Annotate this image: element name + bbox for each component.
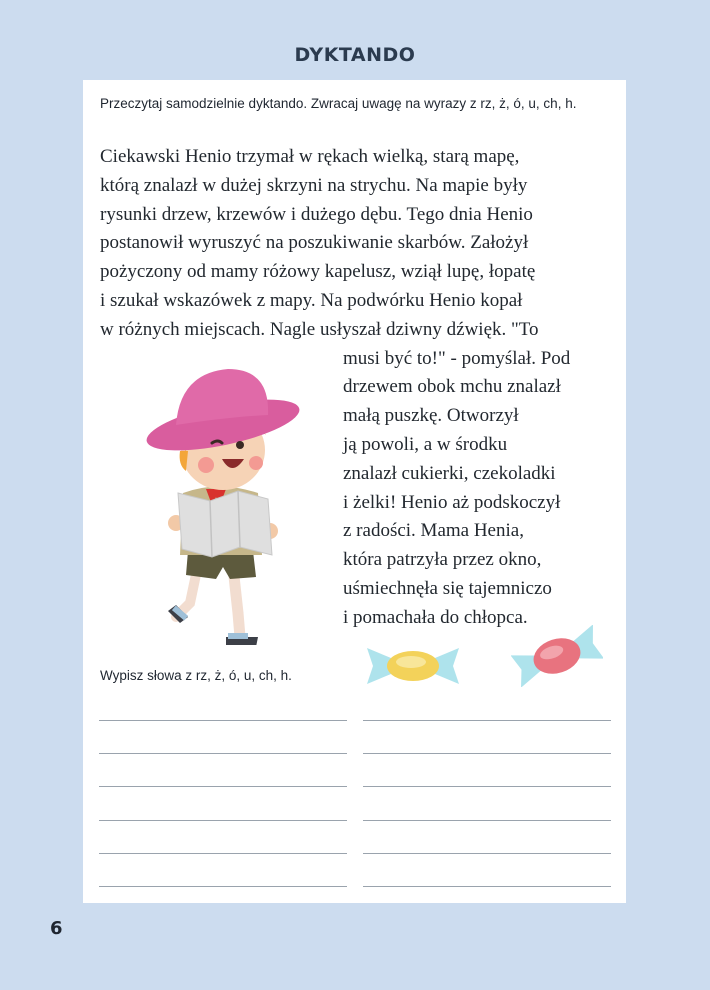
story-line: musi być to!" - pomyślał. Pod: [343, 347, 571, 369]
boy-with-map-illustration: [128, 355, 318, 645]
story-line: ją powoli, a w środku: [343, 433, 508, 455]
story-line: w różnych miejscach. Nagle usłyszał dziwny dźwięk. "To: [100, 318, 539, 340]
yellow-candy-illustration: [363, 640, 463, 690]
writing-line: [363, 720, 611, 721]
writing-line: [99, 820, 347, 821]
writing-line: [99, 753, 347, 754]
writing-line: [363, 820, 611, 821]
story-line: z radości. Mama Henia,: [343, 520, 524, 542]
story-line: pożyczony od mamy różowy kapelusz, wziął lupę, łopatę: [100, 261, 536, 283]
pink-candy-illustration: [511, 625, 603, 687]
writing-line: [99, 720, 347, 721]
instruction-text: Przeczytaj samodzielnie dyktando. Zwracaj uwagę na wyrazy z rz, ż, ó, u, ch, h.: [100, 96, 577, 111]
writing-line: [363, 786, 611, 787]
story-line: Ciekawski Henio trzymał w rękach wielką, starą mapę,: [100, 146, 520, 167]
writing-lines-left: [99, 720, 347, 919]
story-line: i szukał wskazówek z mapy. Na podwórku Henio kopał: [100, 289, 523, 311]
writing-line: [99, 853, 347, 854]
page-number: 6: [50, 918, 63, 939]
writing-line: [363, 853, 611, 854]
writing-line: [99, 786, 347, 787]
writing-line: [99, 886, 347, 887]
worksheet-card: [83, 80, 626, 903]
story-line: uśmiechnęła się tajemniczo: [343, 577, 552, 599]
page-title: DYKTANDO: [294, 44, 416, 66]
story-line: którą znalazł w dużej skrzyni na strychu. Na mapie były: [100, 174, 528, 196]
story-line: i pomachała do chłopca.: [343, 606, 528, 628]
writing-line: [363, 753, 611, 754]
story-line: która patrzyła przez okno,: [343, 549, 542, 571]
story-line: rysunki drzew, krzewów i dużego dębu. Tego dnia Henio: [100, 203, 533, 225]
story-line: drzewem obok mchu znalazł: [343, 376, 561, 398]
writing-lines-right: [363, 720, 611, 919]
story-line: postanowił wyruszyć na poszukiwanie skarbów. Założył: [100, 232, 529, 254]
writing-line: [363, 886, 611, 887]
story-line: i żelki! Henio aż podskoczył: [343, 491, 561, 513]
story-line: małą puszkę. Otworzył: [343, 405, 519, 427]
writing-prompt: Wypisz słowa z rz, ż, ó, u, ch, h.: [100, 668, 292, 683]
story-line: znalazł cukierki, czekoladki: [343, 462, 556, 484]
